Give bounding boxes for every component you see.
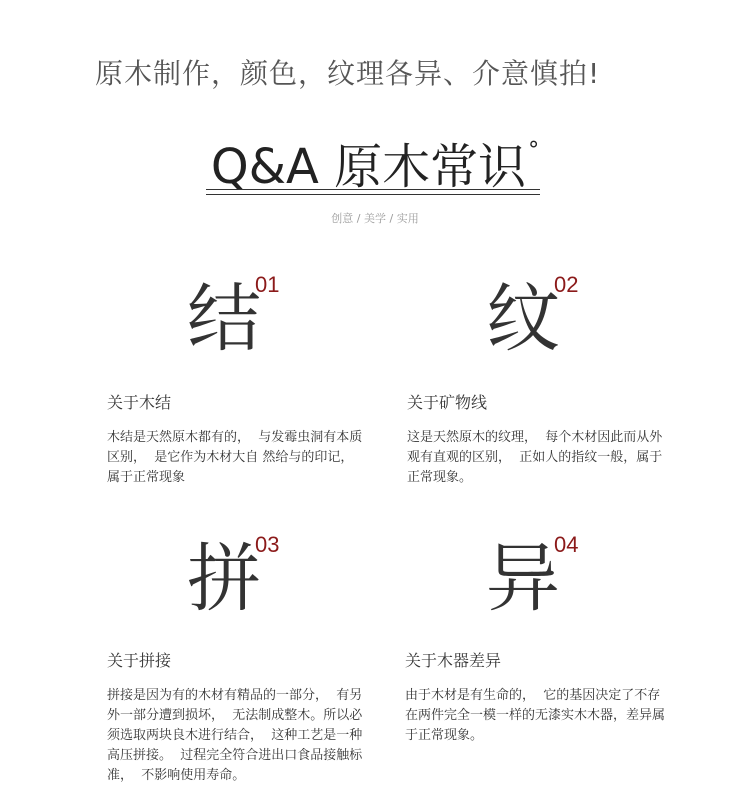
item-body: 这是天然原木的纹理， 每个木材因此而从外观有直观的区别， 正如人的指纹一般，属于正常现象。: [407, 430, 663, 485]
item-big-character: 纹: [486, 276, 560, 362]
item-body: 由于木材是有生命的， 它的基因决定了不存在两件完全一模一样的无漆实木木器，差异属于正常现象。: [405, 688, 666, 743]
qa-heading: [0, 128, 750, 197]
qa-underline-bottom: [206, 194, 540, 195]
item-title: 关于矿物线: [407, 393, 488, 412]
item-big-character: 异: [486, 536, 560, 622]
item-big-character: 结: [187, 276, 261, 362]
banner-notice: 原木制作，颜色，纹理各异、介意慎拍!: [95, 57, 601, 90]
item-number: 02: [554, 272, 579, 297]
qa-title: Q&A 原木常识: [210, 139, 527, 195]
item-body: 拼接是因为有的木材有精品的一部分， 有另外一部分遭到损坏， 无法制成整木。所以必须选取两块良木进行结合， 这种工艺是一种高压拼接。 过程完全符合进出口食品接触标准， 不影响使用寿命。: [107, 688, 363, 783]
item-body: 木结是天然原木都有的， 与发霉虫洞有本质区别， 是它作为木材大自 然给与的印记， 属于正常现象: [107, 430, 363, 485]
item-title: 关于拼接: [107, 651, 172, 670]
item-number: 04: [554, 532, 579, 557]
qa-underline-top: [206, 189, 540, 190]
item-number: 03: [255, 532, 280, 557]
item-number: 01: [255, 272, 280, 297]
item-big-character: 拼: [187, 536, 261, 622]
item-title: 关于木结: [107, 393, 172, 412]
qa-subtitle: 创意 / 美学 / 实用: [331, 212, 419, 225]
qa-degree-mark: °: [528, 138, 540, 163]
item-title: 关于木器差异: [405, 651, 502, 670]
